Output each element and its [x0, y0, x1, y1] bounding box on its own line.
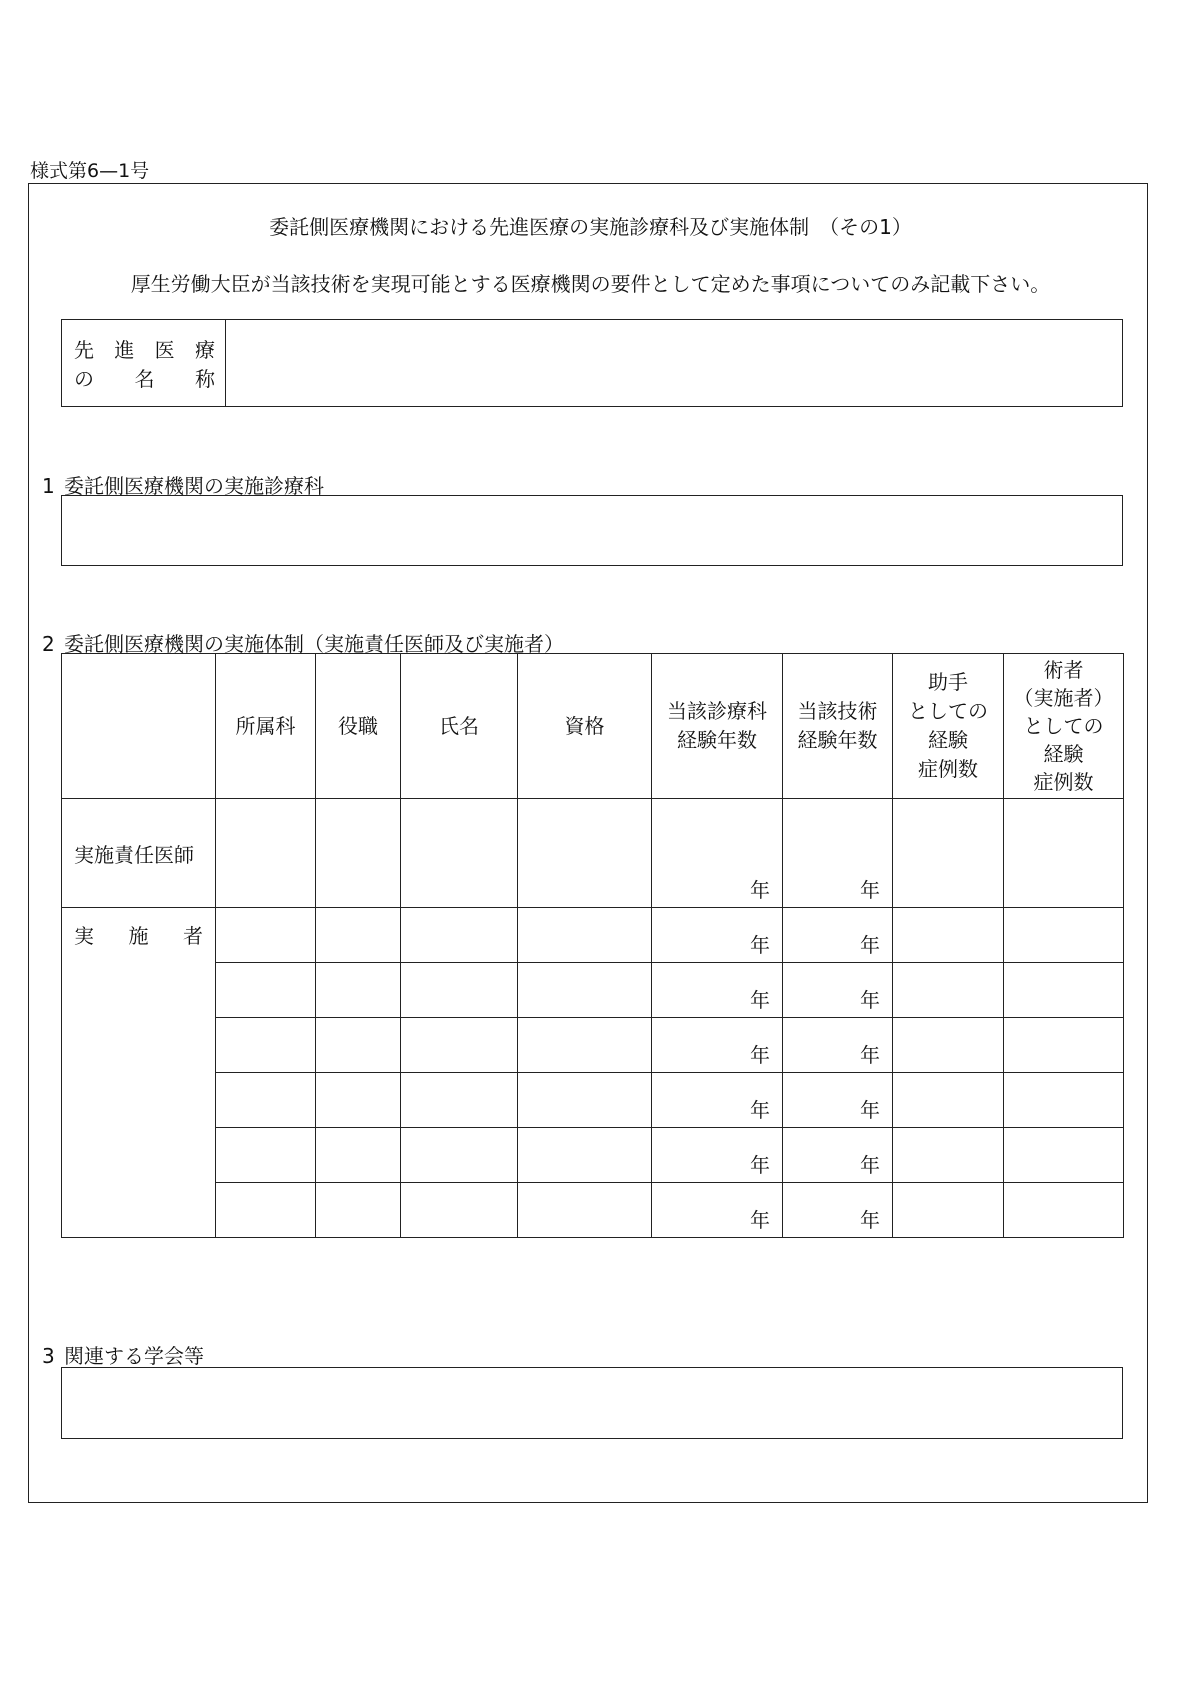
tech-years-cell[interactable]: 年 [783, 908, 893, 963]
tech-years-cell[interactable]: 年 [783, 963, 893, 1018]
dept-years-cell[interactable]: 年 [652, 799, 783, 908]
section-3-heading [30, 1340, 204, 1369]
qualification-cell[interactable] [518, 1018, 652, 1073]
name-cell[interactable] [401, 1128, 518, 1183]
tech-years-cell[interactable]: 年 [783, 799, 893, 908]
header-line: 症例数 [918, 757, 978, 781]
qualification-cell[interactable] [518, 799, 652, 908]
name-cell[interactable] [401, 1073, 518, 1128]
tech-years-cell[interactable]: 年 [783, 1183, 893, 1238]
section-title: 委託側医療機関の実施体制（実施責任医師及び実施者） [64, 632, 564, 656]
name-cell[interactable] [401, 1183, 518, 1238]
operator-cases-cell[interactable] [1004, 799, 1124, 908]
header-line: 経験年数 [797, 728, 878, 752]
header-line: 経験 [928, 728, 968, 752]
role-char: 者 [183, 924, 203, 948]
header-line: 経験年数 [677, 728, 757, 752]
header-assistant-cases [893, 654, 1004, 799]
header-line: としての [1023, 714, 1104, 738]
qualification-cell[interactable] [518, 1073, 652, 1128]
operator-cases-cell[interactable] [1004, 963, 1124, 1018]
department-cell[interactable] [216, 1073, 316, 1128]
position-cell[interactable] [316, 1073, 401, 1128]
section-title: 委託側医療機関の実施診療科 [64, 474, 324, 498]
label-char: の [74, 367, 94, 391]
table-row [62, 1183, 1124, 1238]
name-cell[interactable] [401, 799, 518, 908]
role-char: 施 [128, 924, 149, 948]
assistant-cases-cell[interactable] [893, 1073, 1004, 1128]
position-cell[interactable] [316, 1128, 401, 1183]
qualification-cell[interactable] [518, 1128, 652, 1183]
tech-years-cell[interactable]: 年 [783, 1018, 893, 1073]
dept-years-cell[interactable]: 年 [652, 1073, 783, 1128]
table-row [62, 799, 1124, 908]
qualification-cell[interactable] [518, 1183, 652, 1238]
assistant-cases-cell[interactable] [893, 908, 1004, 963]
role-char: 実 [74, 924, 94, 948]
position-cell[interactable] [316, 963, 401, 1018]
form-number: 様式第6—1号 [30, 160, 150, 182]
name-cell[interactable] [401, 1018, 518, 1073]
header-dept-years [652, 654, 783, 799]
dept-years-cell[interactable]: 年 [652, 1128, 783, 1183]
header-tech-years [783, 654, 893, 799]
header-line: としての [908, 699, 988, 723]
position-cell[interactable] [316, 1018, 401, 1073]
assistant-cases-cell[interactable] [893, 1128, 1004, 1183]
operator-cases-cell[interactable] [1004, 908, 1124, 963]
dept-years-cell[interactable]: 年 [652, 963, 783, 1018]
section-number: 1 [42, 474, 55, 498]
header-line: （実施者） [1013, 686, 1114, 710]
section-1-field[interactable] [61, 495, 1123, 566]
table-row [62, 963, 1124, 1018]
header-line: 当該技術 [797, 699, 878, 723]
position-cell[interactable] [316, 1183, 401, 1238]
section-3-field[interactable] [61, 1367, 1123, 1439]
label-char: 称 [195, 367, 215, 391]
tech-name-box [61, 319, 1123, 407]
staff-table [61, 653, 1124, 1238]
assistant-cases-cell[interactable] [893, 1018, 1004, 1073]
department-cell[interactable] [216, 908, 316, 963]
header-operator-cases [1004, 654, 1124, 799]
tech-years-cell[interactable]: 年 [783, 1128, 893, 1183]
table-row [62, 1128, 1124, 1183]
header-line: 経験 [1043, 742, 1084, 766]
department-cell[interactable] [216, 1183, 316, 1238]
table-row [62, 1018, 1124, 1073]
header-line: 術者 [1043, 658, 1084, 682]
operator-cases-cell[interactable] [1004, 1128, 1124, 1183]
dept-years-cell[interactable]: 年 [652, 1183, 783, 1238]
header-role [62, 654, 216, 799]
operator-cases-cell[interactable] [1004, 1183, 1124, 1238]
qualification-cell[interactable] [518, 908, 652, 963]
label-char: 名 [134, 367, 155, 391]
qualification-cell[interactable] [518, 963, 652, 1018]
header-qualification: 資格 [518, 654, 652, 799]
header-line: 当該診療科 [667, 699, 767, 723]
form-instruction: 厚生労働大臣が当該技術を実現可能とする医療機関の要件として定めた事項についてのみ記載下さい。 [130, 272, 1051, 296]
operator-cases-cell[interactable] [1004, 1018, 1124, 1073]
header-line: 助手 [928, 670, 968, 694]
section-number: 2 [42, 632, 55, 656]
table-row [62, 1073, 1124, 1128]
operator-cases-cell[interactable] [1004, 1073, 1124, 1128]
header-department: 所属科 [216, 654, 316, 799]
department-cell[interactable] [216, 1018, 316, 1073]
tech-name-label [62, 320, 226, 406]
label-char: 先 [74, 338, 94, 362]
table-row [62, 908, 1124, 963]
label-char: 医 [154, 338, 175, 362]
name-cell[interactable] [401, 908, 518, 963]
department-cell[interactable] [216, 1128, 316, 1183]
dept-years-cell[interactable]: 年 [652, 908, 783, 963]
position-cell[interactable] [316, 799, 401, 908]
section-title: 関連する学会等 [64, 1344, 204, 1368]
assistant-cases-cell[interactable] [893, 1183, 1004, 1238]
position-cell[interactable] [316, 908, 401, 963]
label-char: 進 [114, 338, 135, 362]
dept-years-cell[interactable]: 年 [652, 1018, 783, 1073]
assistant-cases-cell[interactable] [893, 963, 1004, 1018]
header-line: 症例数 [1033, 770, 1094, 794]
form-title: 委託側医療機関における先進医療の実施診療科及び実施体制 （その1） [269, 215, 912, 239]
header-name: 氏名 [401, 654, 518, 799]
department-cell[interactable] [216, 963, 316, 1018]
section-number: 3 [42, 1344, 55, 1368]
role-lead-cell: 実施責任医師 [62, 799, 216, 908]
tech-years-cell[interactable]: 年 [783, 1073, 893, 1128]
role-sub-cell [62, 908, 216, 1238]
label-char: 療 [194, 338, 215, 362]
assistant-cases-cell[interactable] [893, 799, 1004, 908]
name-cell[interactable] [401, 963, 518, 1018]
header-position: 役職 [316, 654, 401, 799]
department-cell[interactable] [216, 799, 316, 908]
tech-name-field[interactable] [226, 320, 1122, 406]
